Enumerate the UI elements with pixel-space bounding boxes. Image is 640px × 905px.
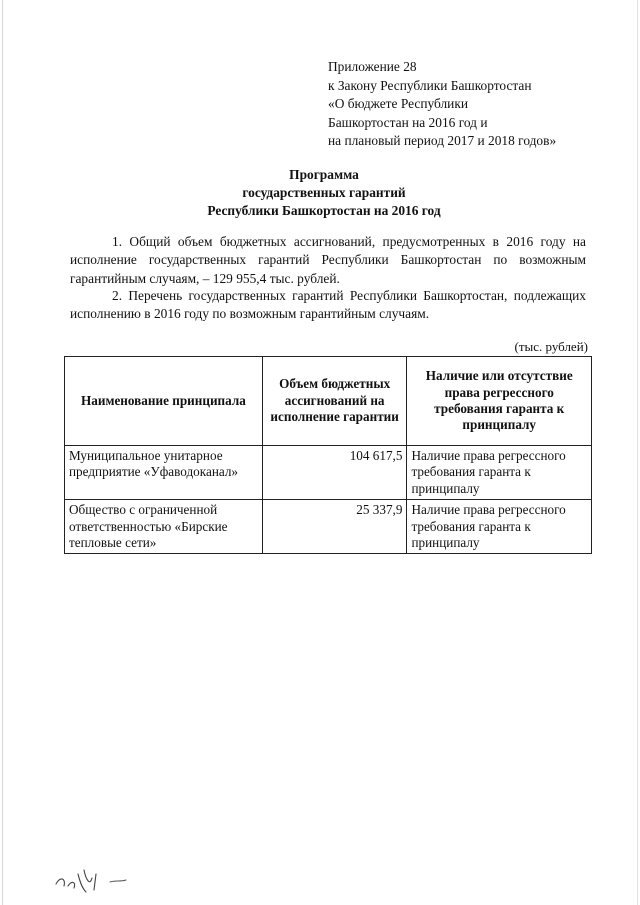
cell-principal: Муниципальное унитарное предприятие «Уфаводоканал» xyxy=(65,446,263,500)
cell-regress: Наличие права регрессного требования гаранта к принципалу xyxy=(407,500,592,554)
annex-line: на плановый период 2017 и 2018 годов» xyxy=(328,133,557,149)
annex-line: к Закону Республики Башкортостан xyxy=(328,77,532,93)
paragraph-guarantee-list: 2. Перечень государственных гарантий Республики Башкортостан, подлежащих исполнению в 2016 году по возможным гарантийным случаям. xyxy=(70,288,586,322)
table-header-row xyxy=(65,357,592,446)
cell-amount: 104 617,5 xyxy=(262,446,407,500)
title-line: Программа xyxy=(289,167,359,182)
annex-line: Башкортостан на 2016 год и xyxy=(328,114,488,130)
paragraph-total-volume: 1. Общий объем бюджетных ассигнований, предусмотренных в 2016 году на исполнение государственных гарантий Республики Башкортостан по возможным гарантийным случаям, – 129 955,4 тыс. рублей. xyxy=(70,234,586,286)
annex-line: «О бюджете Республики xyxy=(328,96,468,112)
title-line: государственных гарантий xyxy=(242,185,406,200)
header-amount: Объем бюджетных ассигнований на исполнение гарантии xyxy=(262,357,407,446)
document-title xyxy=(60,166,588,220)
header-principal: Наименование принципала xyxy=(65,357,263,446)
units-label: (тыс. рублей) xyxy=(514,339,588,354)
header-regress: Наличие или отсутствие права регрессного требования гаранта к принципалу xyxy=(407,357,592,446)
cell-regress: Наличие права регрессного требования гаранта к принципалу xyxy=(407,446,592,500)
annex-line: Приложение 28 xyxy=(328,59,417,74)
cell-principal: Общество с ограниченной ответственностью «Бирские тепловые сети» xyxy=(65,500,263,554)
table-row xyxy=(65,446,592,500)
handwritten-signature xyxy=(50,862,150,896)
cell-amount: 25 337,9 xyxy=(262,500,407,554)
table-row xyxy=(65,500,592,554)
title-line: Республики Башкортостан на 2016 год xyxy=(207,203,441,218)
annex-reference xyxy=(328,58,628,151)
guarantees-table xyxy=(64,356,592,554)
